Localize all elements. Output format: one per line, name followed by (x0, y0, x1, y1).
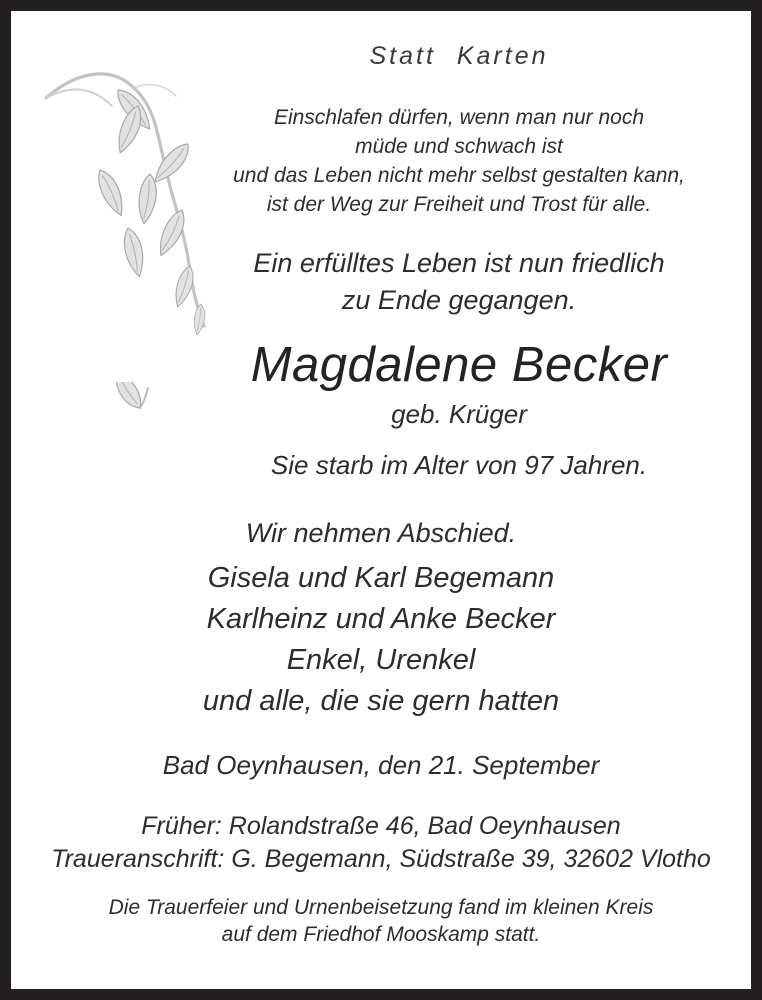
funeral-note-block (11, 894, 751, 948)
verse-block (162, 103, 756, 219)
intro-line: Ein erfülltes Leben ist nun friedlich (253, 248, 665, 278)
funeral-note-line: auf dem Friedhof Mooskamp statt. (221, 923, 541, 946)
intro-block (162, 245, 756, 319)
verse-line: ist der Weg zur Freiheit und Trost für alle. (266, 193, 652, 216)
age-line: Sie starb im Alter von 97 Jahren. (270, 450, 648, 480)
intro-line: zu Ende gegangen. (341, 285, 577, 315)
mourner-line: Enkel, Urenkel (286, 644, 476, 676)
verse-line: müde und schwach ist (355, 135, 563, 158)
verse-line: und das Leben nicht mehr selbst gestalten kann, (233, 164, 685, 187)
verse-line: Einschlafen dürfen, wenn man nur noch (273, 106, 645, 129)
mourner-line: und alle, die sie gern hatten (202, 685, 560, 717)
condolence-address-line: Traueranschrift: G. Begemann, Südstraße 39, 32602 Vlotho (51, 845, 711, 873)
addresses-block (11, 810, 751, 876)
single-leaf-illustration (104, 382, 168, 459)
farewell-line: Wir nehmen Abschied. (245, 518, 517, 548)
maiden-name: geb. Krüger (391, 399, 527, 429)
funeral-note-line: Die Trauerfeier und Urnenbeisetzung fand im kleinen Kreis (108, 896, 654, 919)
deceased-name: Magdalene Becker (250, 338, 668, 392)
mourner-line: Karlheinz und Anke Becker (206, 603, 556, 635)
former-address-line: Früher: Rolandstraße 46, Bad Oeynhausen (141, 812, 621, 840)
dateline: Bad Oeynhausen, den 21. September (162, 750, 600, 780)
single-leaf-icon (104, 382, 168, 454)
header-statt-karten: Statt Karten (369, 42, 549, 70)
mourner-line: Gisela und Karl Begemann (207, 562, 555, 594)
mourners-block (11, 558, 751, 722)
